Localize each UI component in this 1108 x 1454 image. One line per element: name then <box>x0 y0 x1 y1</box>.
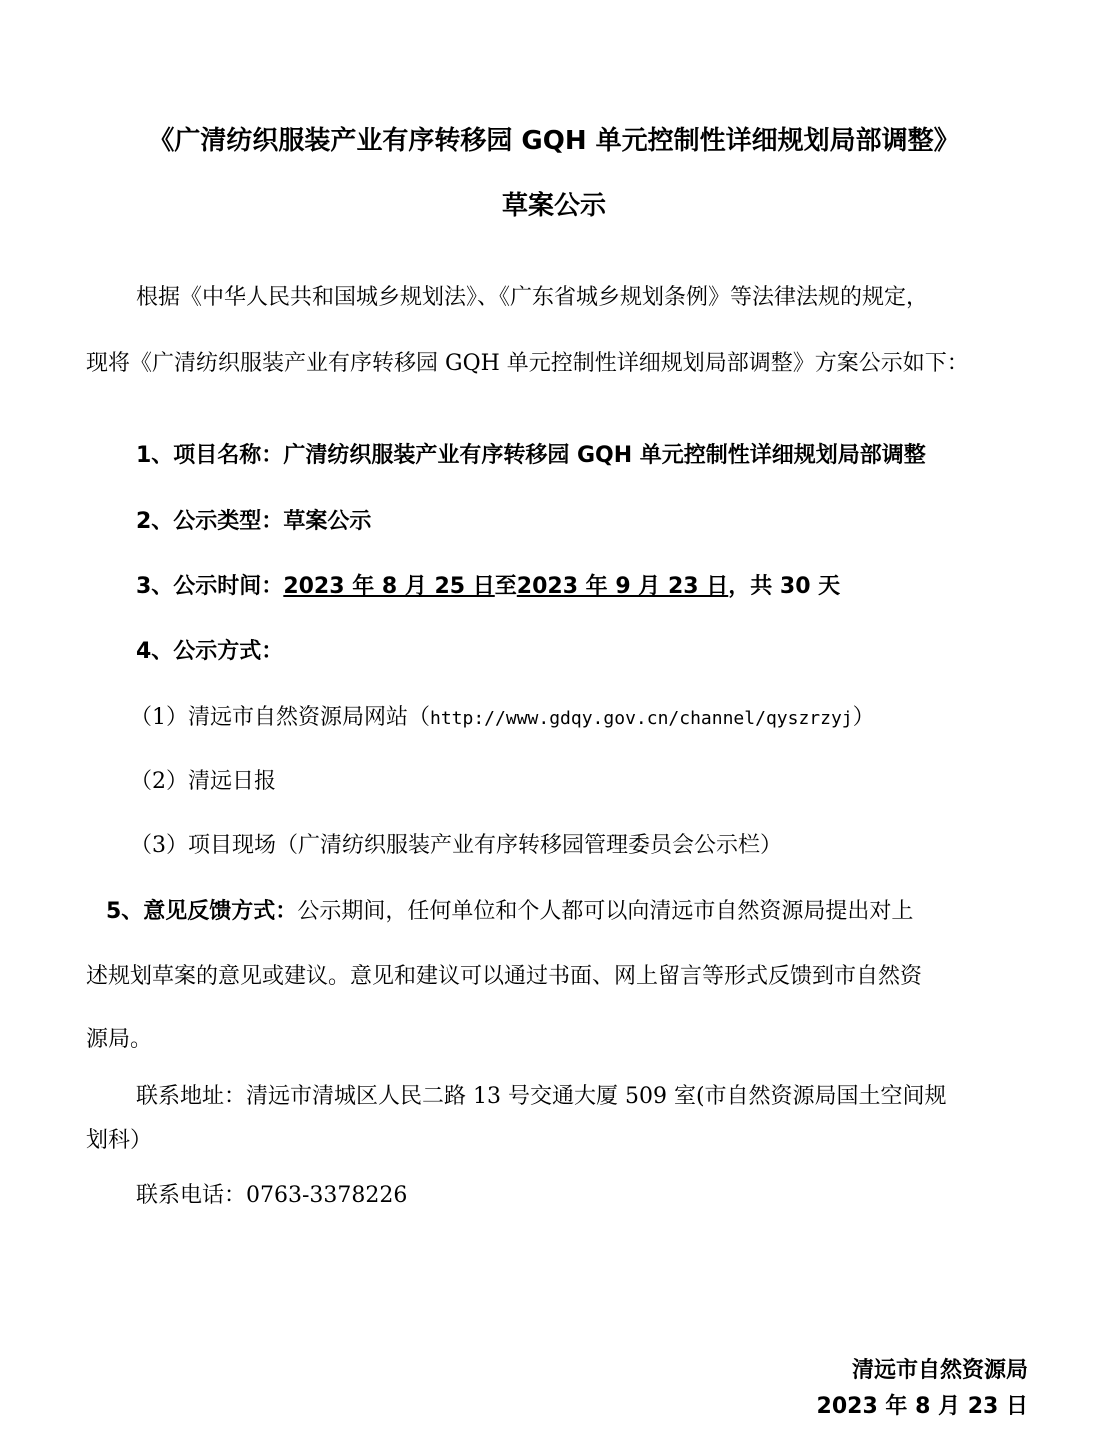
intro-line-1: 根据《中华人民共和国城乡规划法》、《广东省城乡规划条例》等法律法规的规定， <box>136 285 929 310</box>
project-name-item <box>136 441 1031 471</box>
notice-type-label: 2、公示类型： <box>136 509 284 534</box>
feedback-label: 5、意见反馈方式： <box>106 899 298 924</box>
method-website-prefix: （1）清远市自然资源局网站（ <box>130 705 430 730</box>
document-subtitle: 草案公示 <box>501 191 606 221</box>
notice-start-date: 2023 年 8 月 25 日 <box>283 574 495 599</box>
notice-time-to: 至 <box>494 574 517 599</box>
notice-end-date: 2023 年 9 月 23 日 <box>516 574 729 599</box>
feedback-text-1: 公示期间，任何单位和个人都可以向清远市自然资源局提出对上 <box>297 899 914 924</box>
feedback-text-3: 源局。 <box>86 1027 153 1052</box>
project-name-label: 1、项目名称： <box>136 443 284 468</box>
signature-org: 清远市自然资源局 <box>851 1358 1028 1383</box>
method-newspaper: （2）清远日报 <box>130 769 276 794</box>
document-title: 《广清纺织服装产业有序转移园 GQH 单元控制性详细规划局部调整》 <box>148 126 960 156</box>
feedback-text-2: 述规划草案的意见或建议。意见和建议可以通过书面、网上留言等形式反馈到市自然资 <box>86 964 923 989</box>
method-website-suffix: ） <box>852 705 875 730</box>
notice-method-label: 4、公示方式： <box>136 639 284 664</box>
contact-address-2: 划科） <box>86 1128 153 1153</box>
notice-time-label: 3、公示时间： <box>136 574 284 599</box>
project-name-value: 广清纺织服装产业有序转移园 GQH 单元控制性详细规划局部调整 <box>283 443 926 468</box>
notice-time-item <box>136 572 1031 602</box>
method-onsite: （3）项目现场（广清纺织服装产业有序转移园管理委员会公示栏） <box>130 833 782 858</box>
method-website <box>130 703 1075 734</box>
feedback-item <box>106 897 1031 927</box>
notice-duration: ，共 30 天 <box>728 574 841 599</box>
method-website-url[interactable]: http://www.gdqy.gov.cn/channel/qyszrzyj <box>430 708 853 729</box>
contact-phone: 联系电话：0763-3378226 <box>136 1183 408 1208</box>
notice-type-value: 草案公示 <box>283 509 372 534</box>
signature-date: 2023 年 8 月 23 日 <box>816 1394 1028 1419</box>
notice-type-item <box>136 507 1031 537</box>
intro-line-2: 现将《广清纺织服装产业有序转移园 GQH 单元控制性详细规划局部调整》方案公示如下： <box>86 351 969 376</box>
contact-address-1: 联系地址：清远市清城区人民二路 13 号交通大厦 509 室(市自然资源局国土空间规 <box>136 1084 947 1109</box>
